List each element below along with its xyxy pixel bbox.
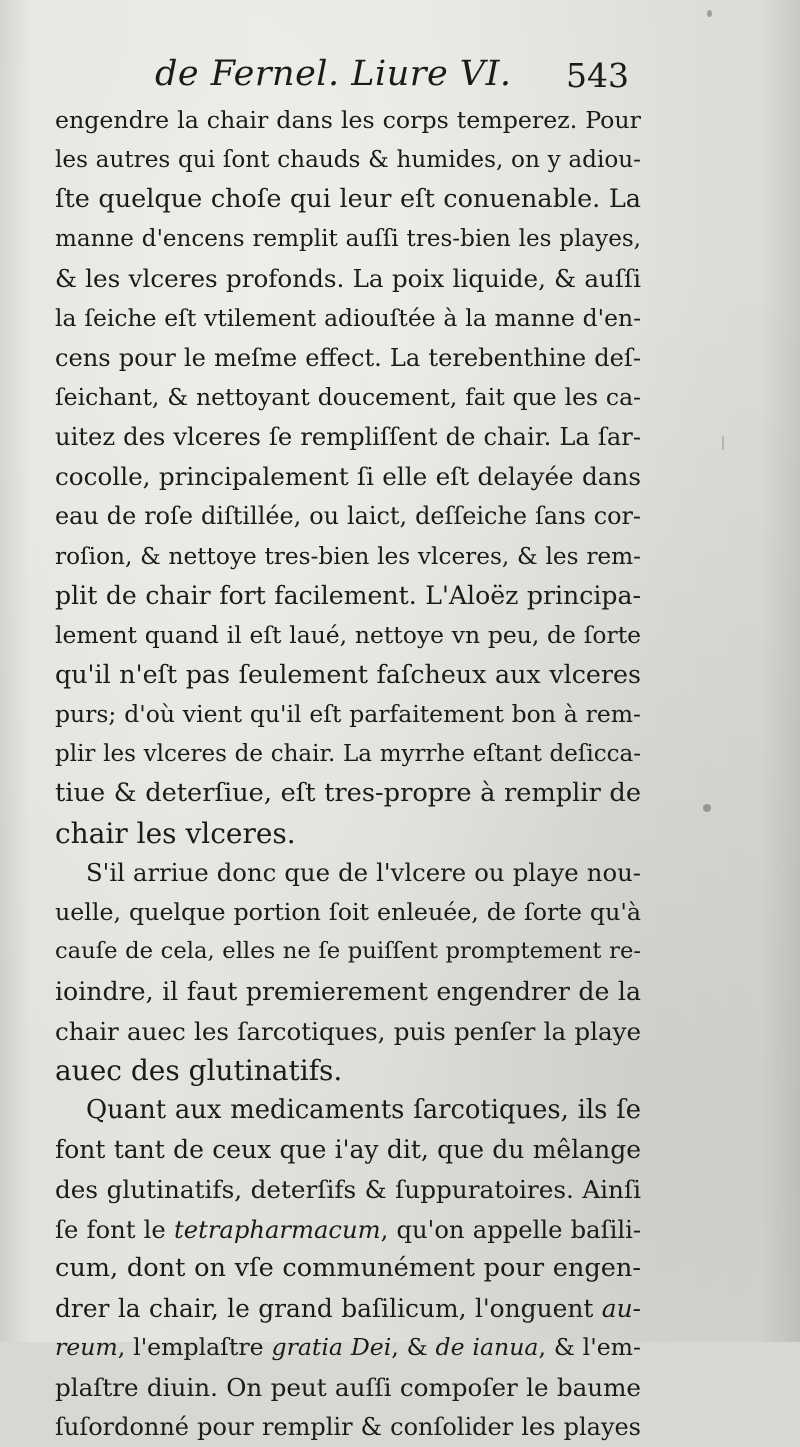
text-line: purs; d'où vient qu'il eſt parfaitement bon à rem- [55,699,641,728]
page-header [0,50,800,100]
text-line: lement quand il eſt laué, nettoye vn peu, de ſorte [55,620,641,649]
text-line: & les vlceres profonds. La poix liquide, & auſſi [55,264,641,294]
body-text [55,101,641,1447]
text-line: S'il arriue donc que de l'vlcere ou playe nou- [86,858,641,888]
running-title: de Fernel. Liure VI. [155,54,512,94]
text-line: la ſeiche eſt vtilement adiouſtée à la manne d'en- [55,303,641,332]
paper-speck [722,436,724,450]
text-line: chair les vlceres. [55,816,296,850]
text-line: font tant de ceux que i'ay dit, que du mêlange [55,1135,641,1165]
page-number: 543 [566,56,629,95]
text-line: cum, dont on vſe communément pour engen- [55,1253,641,1284]
text-line: chair auec les ſarcotiques, puis penſer la playe [55,1016,641,1046]
text-line: qu'il n'eſt pas ſeulement faſcheux aux vlceres [55,659,641,690]
text-line: eau de roſe diſtillée, ou laict, deſſeiche ſans cor- [55,501,641,530]
text-line: Quant aux medicaments ſarcotiques, ils ſe [86,1094,641,1125]
text-line: plit de chair fort facilement. L'Aloëz principa- [55,581,641,611]
text-line: auec des glutinatifs. [55,1054,343,1088]
text-line: cens pour le meſme effect. La terebenthine deſ- [55,343,641,372]
text-line: ſeichant, & nettoyant doucement, fait que les ca- [55,383,641,412]
text-line: ſuſordonné pour remplir & conſolider les playes [55,1412,641,1441]
text-line: engendre la chair dans les corps temperez. Pour [55,106,641,134]
text-line: drer la chair, le grand baſilicum, l'onguent au- [55,1293,641,1323]
text-line: reum, l'emplaſtre gratia Dei, & de ianua, & l'em- [55,1333,641,1362]
paper-speck [707,10,712,17]
text-line: ioindre, il faut premierement engendrer de la [55,977,641,1007]
text-line: ſte quelque choſe qui leur eſt conuenable. La [55,184,641,215]
text-line: roſion, & nettoye tres-bien les vlceres, & les rem- [55,542,641,570]
text-line: cocolle, principalement ſi elle eſt delayée dans [55,462,641,492]
text-line: uelle, quelque portion ſoit enleuée, de ſorte qu'à [55,897,641,926]
text-line: cauſe de cela, elles ne ſe puiſſent promptement re- [55,938,641,965]
text-line: des glutinatifs, deterſifs & ſuppuratoires. Ainſi [55,1175,641,1205]
text-line: plir les vlceres de chair. La myrrhe eſtant deſicca- [55,740,641,767]
text-line: plaſtre diuin. On peut auſſi compoſer le baume [55,1373,641,1402]
text-line: uitez des vlceres ſe rempliſſent de chair. La ſar- [55,422,641,451]
text-line: manne d'encens remplit auſſi tres-bien les playes, [55,225,641,252]
text-line: tiue & deterſiue, eſt tres-propre à remplir de [55,778,641,809]
paper-speck [703,804,711,812]
text-line: ſe font le tetrapharmacum, qu'on appelle baſili- [55,1214,642,1244]
text-line: les autres qui ſont chauds & humides, on y adiou- [55,146,641,173]
